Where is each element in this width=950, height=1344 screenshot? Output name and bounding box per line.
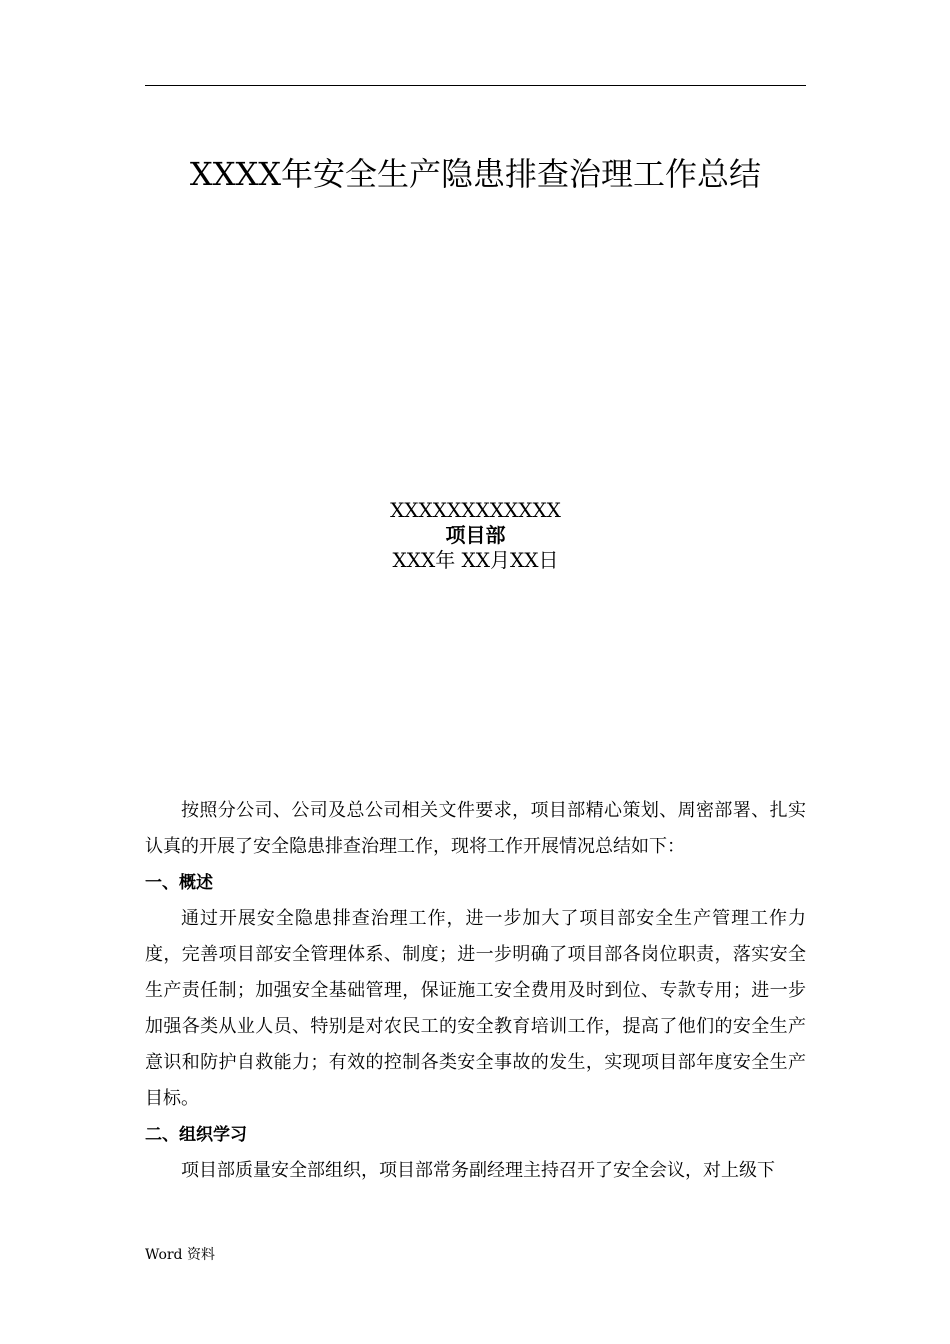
cover-info — [145, 498, 806, 573]
cover-department: 项目部 — [445, 523, 506, 547]
cover-organization: XXXXXXXXXXXX — [390, 498, 561, 522]
section-heading-overview: 一、概述 — [145, 873, 213, 893]
header-rule — [145, 85, 806, 86]
section-paragraph-overview: 通过开展安全隐患排查治理工作，进一步加大了项目部安全生产管理工作力度，完善项目部安全管理体系、制度；进一步明确了项目部各岗位职责，落实安全生产责任制；加强安全基础管理，保证施工安全费用及时到位、专款专用；进一步加强各类从业人员、特别是对农民工的安全教育培训工作，提高了他们的安全生产意识和防护自救能力；有效的控制各类安全事故的发生，实现项目部年度安全生产目标。 — [145, 908, 806, 1109]
cover-date: XXX年 XX月XX日 — [392, 548, 559, 572]
document-body — [145, 793, 806, 1189]
intro-paragraph: 按照分公司、公司及总公司相关文件要求，项目部精心策划、周密部署、扎实认真的开展了安全隐患排查治理工作，现将工作开展情况总结如下： — [145, 800, 806, 857]
section-heading-study: 二、组织学习 — [145, 1125, 247, 1145]
section-paragraph-study: 项目部质量安全部组织，项目部常务副经理主持召开了安全会议，对上级下 — [181, 1160, 775, 1181]
document-title: XXXX年安全生产隐患排查治理工作总结 — [189, 155, 762, 193]
page-footer: Word 资料 — [145, 1247, 215, 1263]
